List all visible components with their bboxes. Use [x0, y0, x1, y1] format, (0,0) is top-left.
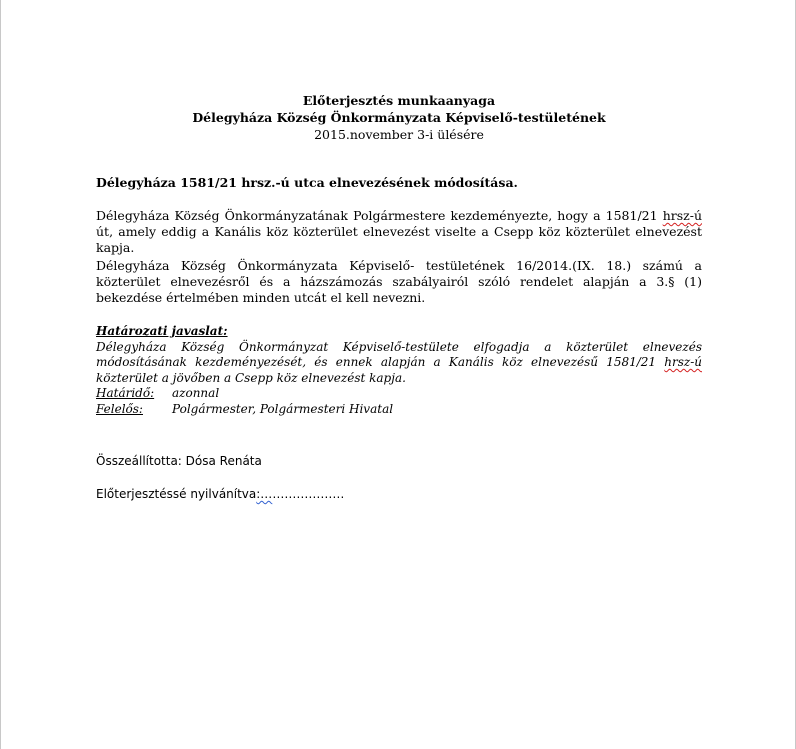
deadline-row — [96, 386, 702, 402]
deadline-label: Határidő: — [96, 386, 155, 400]
resolution-text: közterület a jövőben a Csepp köz elnevezést kapja. — [96, 370, 406, 385]
grammar-flagged-text[interactable]: :… — [256, 487, 273, 501]
paragraph-text: út, amely eddig a Kanális köz közterület elnevezést viselte a Csepp köz közterület elnevezést kapja. — [96, 224, 702, 255]
header-meeting-date: 2015.november 3-i ülésére — [314, 127, 484, 142]
paragraph-text: Délegyháza Község Önkormányzatának Polgármestere kezdeményezte, hogy a 1581/21 — [96, 208, 663, 223]
paragraph-regulation: Délegyháza Község Önkormányzata Képviselő- testületének 16/2014.(IX. 18.) számú a közterület elnevezésről és a házszámozás szabályairól szóló rendelet alapján a 3.§ (1) bekezdése értelmében minden utcát el kell nevezni. — [96, 258, 702, 305]
responsible-row — [96, 402, 702, 418]
declared-label: Előterjesztéssé nyilvánítva — [96, 487, 257, 501]
spellcheck-flagged-word[interactable]: hrsz-ú — [662, 208, 702, 223]
resolution-text: Délegyháza Község Önkormányzat Képviselő-testülete elfogadja a közterület elnevezés módosításának kezdeményezését, és ennek alapján a Kanális köz elnevezésű 1581/21 — [96, 339, 702, 369]
header-body-name: Délegyháza Község Önkormányzata Képviselő-testületének — [192, 110, 606, 125]
responsible-label: Felelős: — [96, 401, 143, 416]
responsible-value: Polgármester, Polgármesteri Hivatal — [172, 401, 394, 416]
compiled-by: Összeállította: Dósa Renáta — [96, 454, 262, 468]
deadline-value: azonnal — [172, 386, 220, 400]
document-header — [1, 92, 796, 143]
resolution-title: Határozati javaslat: — [96, 324, 228, 338]
resolution-proposal — [96, 324, 702, 417]
subject-line: Délegyháza 1581/21 hrsz.-ú utca elnevezésének módosítása. — [96, 175, 518, 190]
spellcheck-flagged-word[interactable]: hrsz-ú — [664, 355, 702, 369]
resolution-body — [96, 340, 702, 387]
declared-line — [96, 487, 344, 501]
paragraph-initiative — [96, 208, 702, 256]
declared-dots: ……………… — [272, 487, 345, 501]
header-title: Előterjesztés munkaanyaga — [302, 93, 496, 108]
